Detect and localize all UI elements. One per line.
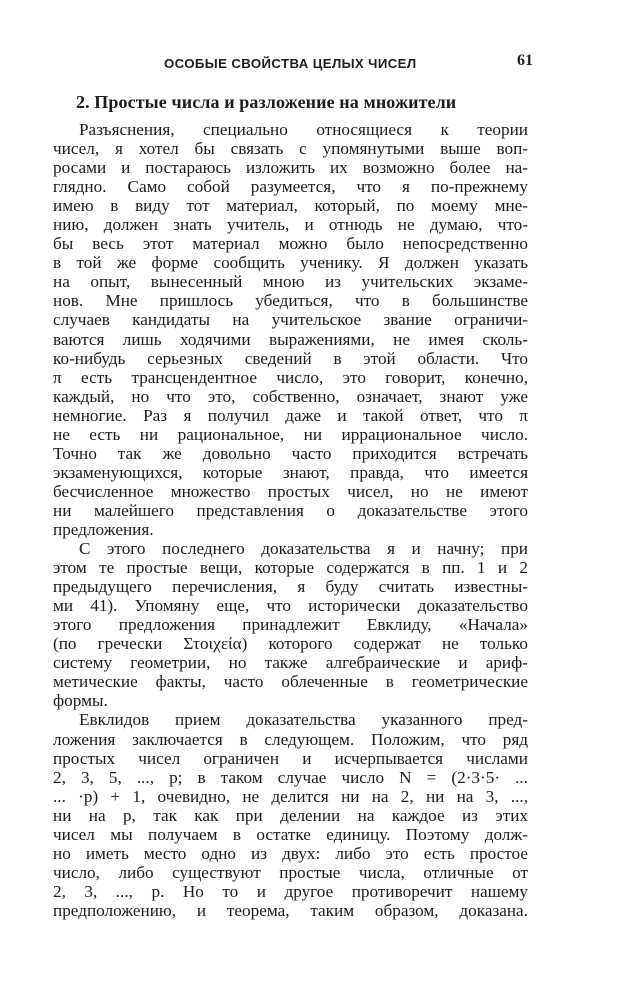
text-line: ни малейшего представления о доказательстве этого: [53, 500, 528, 520]
text-line: метические факты, часто облеченные в геометрические: [53, 672, 528, 692]
text-line: имею в виду тот материал, который, по моему мне-: [53, 196, 528, 216]
text-line: ложения заключается в следующем. Положим, что ряд: [53, 729, 528, 749]
body-text: [53, 120, 528, 920]
text-line: нов. Мне пришлось убедиться, что в большинстве: [53, 291, 528, 311]
text-line: каждый, но что это, собственно, означает, знают уже: [53, 386, 528, 406]
text-line: предыдущего перечисления, я буду считать известны-: [53, 577, 528, 597]
text-line: этого предложения принадлежит Евклиду, «Начала»: [53, 615, 528, 635]
text-line: на опыт, вынесенный мною из учительских экзаме-: [53, 272, 528, 292]
text-line: π есть трансцендентное число, это говорит, конечно,: [53, 367, 528, 387]
text-line: ми 41). Упомяну еще, что исторически доказательство: [53, 596, 528, 616]
text-line: предположению, и теорема, таким образом, доказана.: [53, 900, 528, 920]
text-line: случаев кандидаты на учительское звание ограничи-: [53, 310, 528, 330]
paragraph-2: [53, 539, 528, 710]
running-head: [78, 52, 533, 78]
text-line: (по гречески Στοιχεία) которого содержат не только: [53, 634, 528, 654]
text-line: нию, должен знать учитель, и отнюдь не думаю, что-: [53, 215, 528, 235]
text-line: ваются лишь ходячими выражениями, не имея сколь-: [53, 329, 528, 349]
text-line: Разъяснения, специально относящиеся к теории: [79, 120, 528, 139]
text-line: чисел мы получаем в остатке единицу. Поэтому долж-: [53, 824, 528, 844]
text-line: Точно так же довольно часто приходится встречать: [53, 443, 528, 463]
text-line: в той же форме сообщить ученику. Я должен указать: [53, 253, 528, 273]
text-line: чисел, я хотел бы связать с упомянутыми выше воп-: [53, 139, 528, 159]
text-line: но иметь место одно из двух: либо это есть простое: [53, 843, 528, 863]
text-line: ... ·p) + 1, очевидно, не делится ни на 2, ни на 3, ...,: [53, 786, 528, 806]
text-line: глядно. Само собой разумеется, что я по-прежнему: [53, 177, 528, 197]
text-line: бесчисленное множество простых чисел, но не имеют: [53, 481, 528, 501]
text-line: немногие. Раз я получил даже и такой ответ, что π: [53, 405, 528, 425]
text-line: этом те простые вещи, которые содержатся в пп. 1 и 2: [53, 558, 528, 578]
text-line: экзаменующихся, которые знают, правда, что имеется: [53, 462, 528, 482]
text-line: ко-нибудь серьезных сведений в этой области. Что: [53, 348, 528, 368]
paragraph-3: [53, 710, 528, 920]
text-line: простых чисел ограничен и исчерпывается числами: [53, 748, 528, 768]
text-line: систему геометрии, но также алгебраические и ариф-: [53, 653, 528, 673]
running-title: ОСОБЫЕ СВОЙСТВА ЦЕЛЫХ ЧИСЕЛ: [164, 56, 417, 71]
section-heading: 2. Простые числа и разложение на множители: [76, 92, 457, 112]
page-number: 61: [517, 52, 533, 69]
text-line: С этого последнего доказательства я и начну; при: [79, 539, 528, 559]
text-line: предложения.: [53, 519, 154, 539]
text-line: не есть ни рациональное, ни иррациональное число.: [53, 424, 528, 444]
text-line: ни на p, так как при делении на каждое из этих: [53, 805, 528, 825]
text-line: число, либо существуют простые числа, отличные от: [53, 862, 528, 882]
text-line: 2, 3, 5, ..., p; в таком случае число N = (2·3·5· ...: [53, 767, 528, 787]
text-line: Евклидов прием доказательства указанного пред-: [79, 710, 528, 730]
text-line: росами и постараюсь изложить их возможно более на-: [53, 158, 528, 178]
paragraph-1: [53, 120, 528, 539]
text-line: бы весь этот материал можно было непосредственно: [53, 234, 528, 254]
text-line: формы.: [53, 691, 108, 711]
text-line: 2, 3, ..., p. Но то и другое противоречит нашему: [53, 881, 528, 901]
